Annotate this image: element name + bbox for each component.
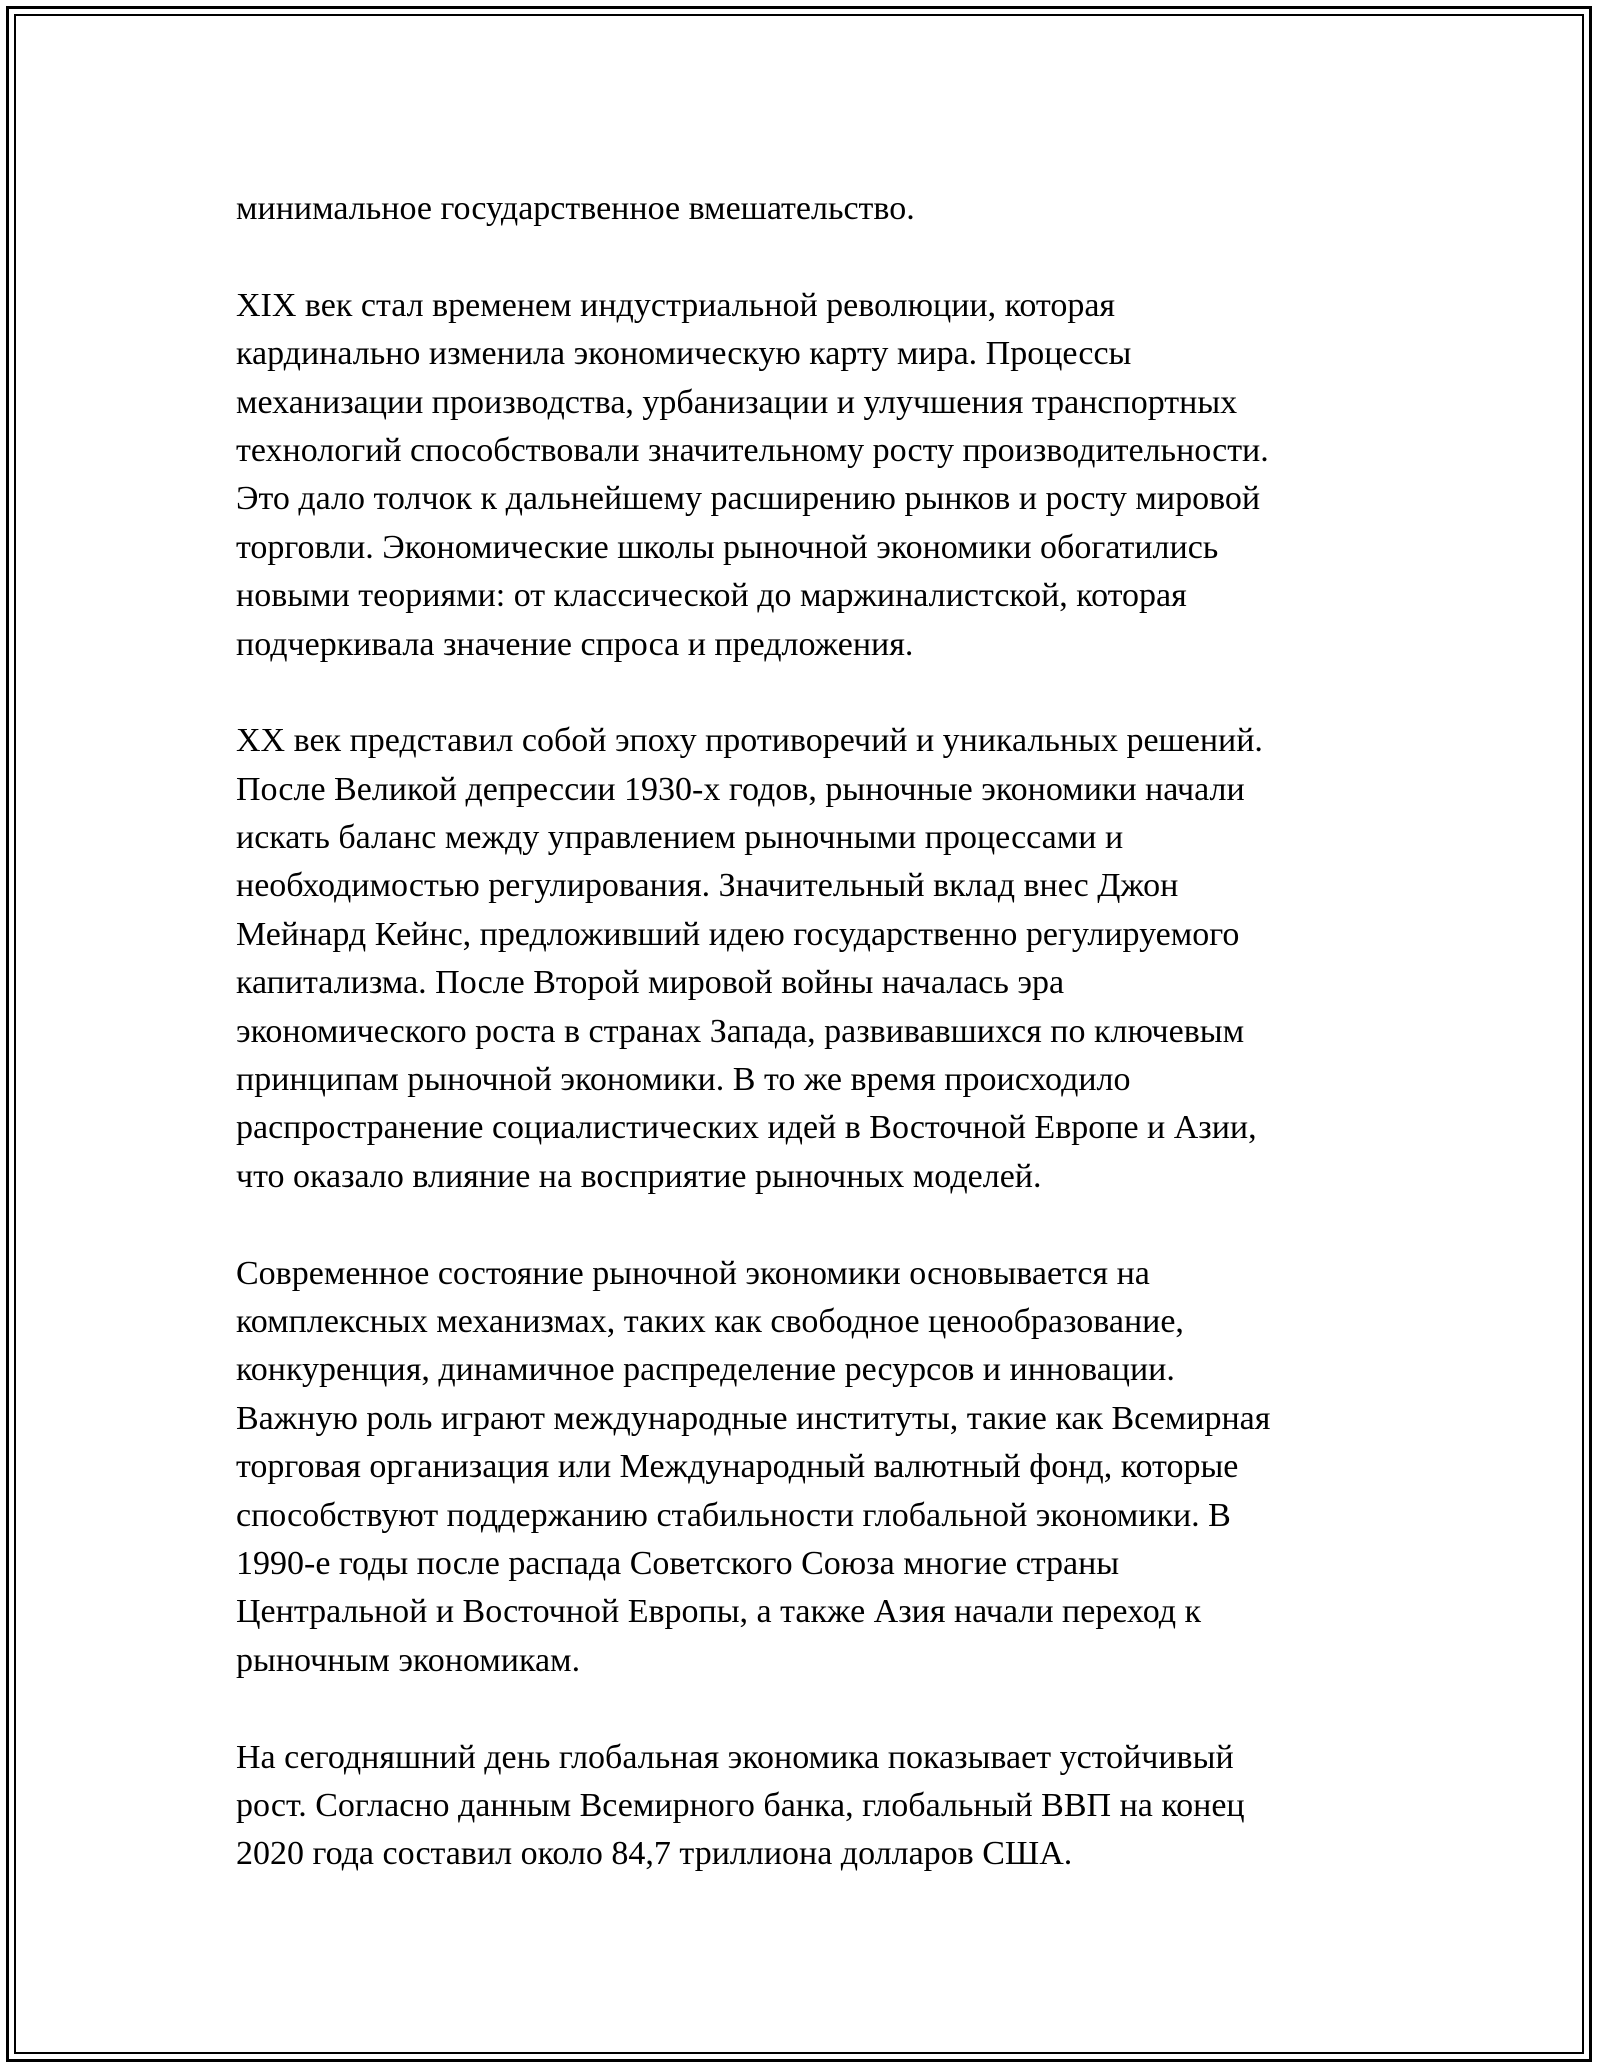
paragraph <box>236 1734 1376 1879</box>
paragraph-spacer <box>236 669 1376 717</box>
text-line: торговли. Экономические школы рыночной экономики обогатились <box>236 528 1219 566</box>
text-line: Это дало толчок к дальнейшему расширению рынков и росту мировой <box>236 480 1261 518</box>
text-line: рыночным экономикам. <box>236 1641 581 1679</box>
paragraph <box>236 185 1376 233</box>
text-line: XIX век стал временем индустриальной революции, которая <box>236 286 1116 324</box>
text-line: экономического роста в странах Запада, развивавшихся по ключевым <box>236 1012 1245 1050</box>
text-line: 1990-е годы после распада Советского Союза многие страны <box>236 1544 1120 1582</box>
text-line: новыми теориями: от классической до маржиналистской, которая <box>236 577 1187 615</box>
text-line: После Великой депрессии 1930-х годов, рыночные экономики начали <box>236 770 1245 808</box>
text-line: Важную роль играют международные институты, такие как Всемирная <box>236 1399 1271 1437</box>
text-line: минимальное государственное вмешательство. <box>236 190 915 227</box>
text-line: рост. Согласно данным Всемирного банка, глобальный ВВП на конец <box>236 1786 1245 1824</box>
text-line: На сегодняшний день глобальная экономика показывает устойчивый <box>236 1738 1234 1776</box>
text-line: Центральной и Восточной Европы, а также Азия начали переход к <box>236 1593 1202 1631</box>
text-line: что оказало влияние на восприятие рыночных моделей. <box>236 1157 1042 1195</box>
paragraph-spacer <box>236 233 1376 281</box>
text-line: комплексных механизмах, таких как свободное ценообразование, <box>236 1302 1184 1340</box>
text-line: подчеркивала значение спроса и предложения. <box>236 625 914 663</box>
paragraph <box>236 282 1376 669</box>
text-line: принципам рыночной экономики. В то же время происходило <box>236 1061 1131 1099</box>
text-line: Современное состояние рыночной экономики основывается на <box>236 1254 1150 1292</box>
paragraph-spacer <box>236 1685 1376 1733</box>
text-line: необходимостью регулирования. Значительный вклад внес Джон <box>236 867 1179 905</box>
text-line: распространение социалистических идей в Восточной Европе и Азии, <box>236 1109 1257 1147</box>
text-line: капитализма. После Второй мировой войны началась эра <box>236 964 1065 1002</box>
document-body <box>236 185 1376 1879</box>
paragraph <box>236 1250 1376 1686</box>
text-line: конкуренция, динамичное распределение ресурсов и инновации. <box>236 1351 1175 1389</box>
text-line: искать баланс между управлением рыночными процессами и <box>236 819 1124 857</box>
text-line: Мейнард Кейнс, предложивший идею государственно регулируемого <box>236 915 1240 953</box>
text-line: торговая организация или Международный валютный фонд, которые <box>236 1448 1239 1486</box>
paragraph-spacer <box>236 1201 1376 1249</box>
text-line: технологий способствовали значительному росту производительности. <box>236 431 1269 469</box>
text-line: 2020 года составил около 84,7 триллиона долларов США. <box>236 1835 1073 1873</box>
text-line: кардинально изменила экономическую карту мира. Процессы <box>236 335 1132 373</box>
text-line: XX век представил собой эпоху противоречий и уникальных решений. <box>236 722 1263 760</box>
text-line: способствуют поддержанию стабильности глобальной экономики. В <box>236 1496 1231 1534</box>
paragraph <box>236 717 1376 1201</box>
text-line: механизации производства, урбанизации и улучшения транспортных <box>236 383 1238 421</box>
